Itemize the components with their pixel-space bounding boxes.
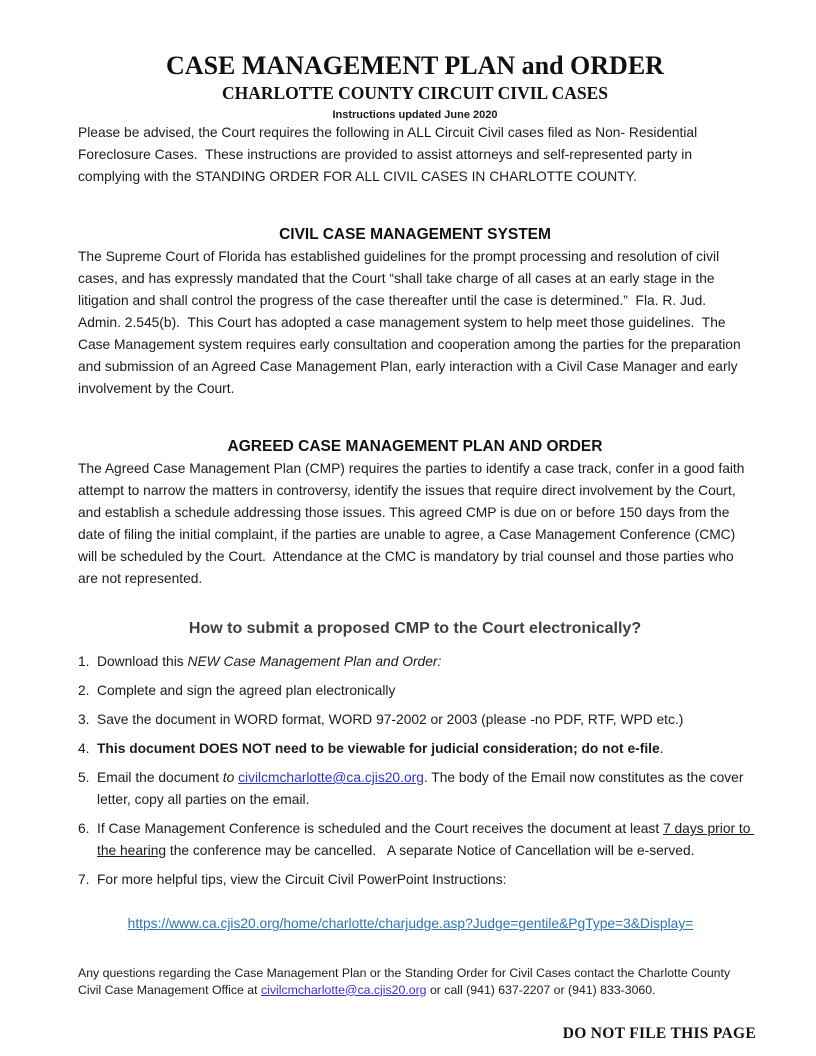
section-heading-civil-case-management-system: CIVIL CASE MANAGEMENT SYSTEM <box>279 226 551 243</box>
footer-email-link[interactable]: civilcmcharlotte@ca.cjis20.org <box>260 982 427 997</box>
item-number: 3. <box>78 712 90 727</box>
list-item-7 <box>78 869 752 935</box>
howto-list <box>78 651 755 935</box>
item-text-plain: . <box>659 741 664 756</box>
item-text-plain: If Case Management Conference is scheduled and the Court receives the document at least <box>97 821 663 836</box>
item-number: 5. <box>78 770 90 785</box>
item-text <box>97 738 752 760</box>
item-text: Complete and sign the agreed plan electronically <box>97 683 396 698</box>
item-number: 6. <box>78 821 90 836</box>
doc-title: CASE MANAGEMENT PLAN and ORDER <box>166 51 664 80</box>
item-text-plain: the conference may be cancelled. A separate Notice of Cancellation will be e-served. <box>166 843 695 858</box>
item-number: 4. <box>78 741 90 756</box>
item-text <box>97 651 752 673</box>
updated-note: Instructions updated June 2020 <box>332 109 498 121</box>
powerpoint-instructions-link[interactable]: https://www.ca.cjis20.org/home/charlotte/charjudge.asp?Judge=gentile&PgType=3&Display= <box>127 916 694 931</box>
do-not-file-note: DO NOT FILE THIS PAGE <box>562 1025 756 1042</box>
list-item-4 <box>78 738 752 760</box>
item-number: 2. <box>78 683 90 698</box>
item-number: 1. <box>78 654 90 669</box>
item-text-plain: For more helpful tips, view the Circuit Civil PowerPoint Instructions: <box>97 872 507 887</box>
section-heading-agreed-case-management-plan: AGREED CASE MANAGEMENT PLAN AND ORDER <box>227 438 603 455</box>
item-number: 7. <box>78 872 90 887</box>
item-text <box>97 818 755 862</box>
item-text-italic: NEW Case Management Plan and Order: <box>187 654 442 669</box>
item-text-italic: to <box>222 770 239 785</box>
item-text-plain: . The body of the Email now constitutes as the cover letter, copy all parties on the email. <box>97 770 748 807</box>
footer-contact-note <box>78 965 750 998</box>
item-text <box>97 869 752 935</box>
item-text-plain: Email the document <box>97 770 223 785</box>
item-text <box>97 767 752 811</box>
section-heading-how-to-submit: How to submit a proposed CMP to the Court electronically? <box>188 620 642 637</box>
agreed-plan-paragraph: The Agreed Case Management Plan (CMP) requires the parties to identify a case track, confer in a good faith attempt to narrow the matters in controversy, identify the issues that require direct involvement by the Court, and establish a schedule addressing those issues. This agreed CMP is due on or before 150 days from the date of filing the initial complaint, if the parties are unable to agree, a Case Management Conference (CMC) will be scheduled by the Court. Attendance at the CMC is mandatory by trial counsel and those parties who are not represented. <box>78 461 749 586</box>
item-text-bold: This document DOES NOT need to be viewable for judicial consideration; do not e-file <box>97 741 660 756</box>
doc-subtitle: CHARLOTTE COUNTY CIRCUIT CIVIL CASES <box>221 83 609 103</box>
list-item-1 <box>78 651 752 673</box>
item-text-underline: 7 days prior to the hearing <box>97 821 755 858</box>
list-item-2 <box>78 680 752 702</box>
list-item-3 <box>78 709 752 731</box>
intro-paragraph: Please be advised, the Court requires the following in ALL Circuit Civil cases filed as Non- Residential Foreclosure Cases. These instructions are provided to assist attorneys and self-represented party in complying with the STANDING ORDER FOR ALL CIVIL CASES IN CHARLOTTE COUNTY. <box>78 125 701 184</box>
item-text: Save the document in WORD format, WORD 97-2002 or 2003 (please -no PDF, RTF, WPD etc.) <box>97 712 684 727</box>
civil-system-paragraph: The Supreme Court of Florida has established guidelines for the prompt processing and resolution of civil cases, and has expressly mandated that the Court “shall take charge of all cases at an early stage in the litigation and shall control the progress of the case thereafter until the case is determined.” Fla. R. Jud. Admin. 2.545(b). This Court has adopted a case management system to help meet those guidelines. The Case Management system requires early consultation and cooperation among the parties for the preparation and submission of an Agreed Case Management Plan, early interaction with a Civil Case Manager and early involvement by the Court. <box>78 249 745 396</box>
email-link[interactable]: civilcmcharlotte@ca.cjis20.org <box>238 770 424 785</box>
footer-text-plain: Any questions regarding the Case Management Plan or the Standing Order for Civil Cases contact the Charlotte County Civil Case Management Office at <box>78 966 734 997</box>
item-text-plain: Download this <box>97 654 188 669</box>
footer-text-plain: or call (941) 637-2207 or (941) 833-3060. <box>426 982 656 997</box>
list-item-5 <box>78 767 752 811</box>
list-item-6 <box>78 818 755 862</box>
